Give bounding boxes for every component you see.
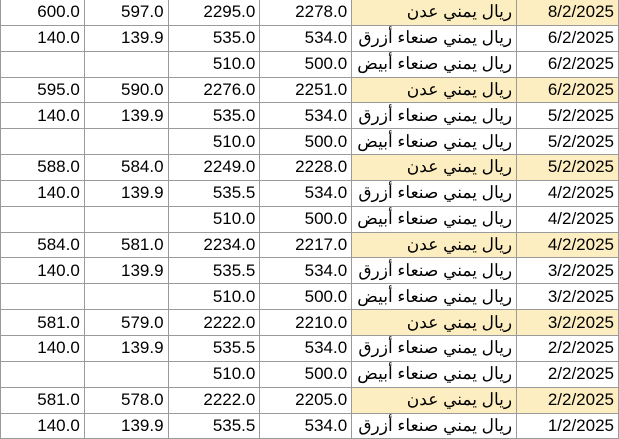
table-row [1,413,619,439]
table-row [1,25,619,51]
cell-date[interactable]: 3/2/2025 [517,310,619,336]
cell-currency[interactable]: ريال يمني صنعاء أزرق [352,258,517,284]
cell-date[interactable]: 4/2/2025 [517,206,619,232]
cell-col-1[interactable]: 140.0 [1,258,85,284]
cell-col-4[interactable]: 2217.0 [260,232,352,258]
cell-currency[interactable]: ريال يمني صنعاء أزرق [352,413,517,439]
cell-currency[interactable]: ريال يمني صنعاء أبيض [352,206,517,232]
cell-date[interactable]: 5/2/2025 [517,103,619,129]
table-row [1,129,619,155]
cell-col-3[interactable]: 535.0 [168,103,260,129]
table-row [1,387,619,413]
cell-col-4[interactable]: 2228.0 [260,155,352,181]
cell-col-2[interactable]: 579.0 [84,310,168,336]
cell-col-3[interactable]: 2222.0 [168,310,260,336]
cell-col-2[interactable]: 139.9 [84,413,168,439]
cell-col-1[interactable]: 600.0 [1,0,85,25]
cell-currency[interactable]: ريال يمني عدن [352,77,517,103]
cell-col-4[interactable]: 534.0 [260,25,352,51]
cell-col-1[interactable]: 140.0 [1,413,85,439]
cell-currency[interactable]: ريال يمني صنعاء أبيض [352,129,517,155]
cell-col-1[interactable]: 595.0 [1,77,85,103]
cell-col-4[interactable]: 534.0 [260,413,352,439]
cell-col-1[interactable] [1,361,85,387]
cell-col-2[interactable]: 590.0 [84,77,168,103]
cell-col-4[interactable]: 500.0 [260,284,352,310]
cell-col-2[interactable]: 581.0 [84,232,168,258]
cell-col-1[interactable]: 140.0 [1,25,85,51]
table-row [1,51,619,77]
cell-col-3[interactable]: 2295.0 [168,0,260,25]
cell-col-1[interactable]: 581.0 [1,310,85,336]
cell-col-4[interactable]: 2210.0 [260,310,352,336]
cell-col-4[interactable]: 2278.0 [260,0,352,25]
cell-currency[interactable]: ريال يمني عدن [352,310,517,336]
cell-currency[interactable]: ريال يمني صنعاء أبيض [352,51,517,77]
table-row [1,180,619,206]
cell-currency[interactable]: ريال يمني صنعاء أبيض [352,361,517,387]
cell-col-2[interactable]: 139.9 [84,25,168,51]
cell-col-2[interactable]: 584.0 [84,155,168,181]
cell-date[interactable]: 4/2/2025 [517,232,619,258]
cell-date[interactable]: 2/2/2025 [517,335,619,361]
cell-col-3[interactable]: 510.0 [168,284,260,310]
cell-col-3[interactable]: 535.5 [168,180,260,206]
cell-date[interactable]: 2/2/2025 [517,361,619,387]
cell-col-2[interactable]: 578.0 [84,387,168,413]
cell-col-1[interactable]: 140.0 [1,335,85,361]
cell-col-3[interactable]: 510.0 [168,361,260,387]
cell-col-4[interactable]: 500.0 [260,361,352,387]
cell-date[interactable]: 8/2/2025 [517,0,619,25]
cell-col-2[interactable] [84,206,168,232]
cell-col-3[interactable]: 535.0 [168,25,260,51]
sheet-body [1,0,619,439]
table-row [1,155,619,181]
table-row [1,361,619,387]
table-row [1,232,619,258]
cell-col-3[interactable]: 2222.0 [168,387,260,413]
cell-date[interactable]: 6/2/2025 [517,77,619,103]
cell-col-2[interactable] [84,284,168,310]
cell-currency[interactable]: ريال يمني عدن [352,0,517,25]
cell-col-1[interactable]: 581.0 [1,387,85,413]
cell-col-1[interactable] [1,284,85,310]
cell-col-4[interactable]: 534.0 [260,180,352,206]
cell-currency[interactable]: ريال يمني صنعاء أزرق [352,25,517,51]
cell-col-3[interactable]: 2276.0 [168,77,260,103]
cell-date[interactable]: 5/2/2025 [517,129,619,155]
cell-col-4[interactable]: 500.0 [260,206,352,232]
cell-col-4[interactable]: 534.0 [260,335,352,361]
cell-currency[interactable]: ريال يمني عدن [352,387,517,413]
cell-col-4[interactable]: 534.0 [260,103,352,129]
cell-col-3[interactable]: 2234.0 [168,232,260,258]
cell-col-1[interactable] [1,129,85,155]
table-row [1,258,619,284]
cell-currency[interactable]: ريال يمني صنعاء أزرق [352,180,517,206]
table-row [1,77,619,103]
cell-col-4[interactable]: 2205.0 [260,387,352,413]
table-row [1,0,619,25]
cell-col-1[interactable] [1,51,85,77]
cell-date[interactable]: 5/2/2025 [517,155,619,181]
cell-col-1[interactable]: 588.0 [1,155,85,181]
cell-col-2[interactable]: 139.9 [84,258,168,284]
cell-col-2[interactable] [84,51,168,77]
table-row [1,310,619,336]
cell-currency[interactable]: ريال يمني عدن [352,155,517,181]
cell-col-2[interactable]: 139.9 [84,335,168,361]
cell-col-2[interactable]: 139.9 [84,180,168,206]
table-row [1,103,619,129]
cell-col-1[interactable]: 140.0 [1,103,85,129]
cell-col-1[interactable] [1,206,85,232]
cell-col-2[interactable] [84,361,168,387]
cell-col-2[interactable]: 139.9 [84,103,168,129]
cell-col-4[interactable]: 534.0 [260,258,352,284]
cell-col-3[interactable]: 510.0 [168,129,260,155]
cell-date[interactable]: 3/2/2025 [517,284,619,310]
cell-col-4[interactable]: 2251.0 [260,77,352,103]
cell-currency[interactable]: ريال يمني صنعاء أزرق [352,103,517,129]
cell-currency[interactable]: ريال يمني صنعاء أزرق [352,335,517,361]
cell-col-3[interactable]: 535.5 [168,413,260,439]
table-row [1,284,619,310]
cell-currency[interactable]: ريال يمني صنعاء أبيض [352,284,517,310]
cell-col-4[interactable]: 500.0 [260,129,352,155]
cell-date[interactable]: 2/2/2025 [517,387,619,413]
cell-date[interactable]: 3/2/2025 [517,258,619,284]
cell-col-4[interactable]: 500.0 [260,51,352,77]
cell-col-3[interactable]: 535.5 [168,335,260,361]
cell-date[interactable]: 6/2/2025 [517,25,619,51]
cell-col-3[interactable]: 510.0 [168,51,260,77]
cell-col-3[interactable]: 2249.0 [168,155,260,181]
table-row [1,206,619,232]
cell-date[interactable]: 1/2/2025 [517,413,619,439]
cell-col-1[interactable]: 140.0 [1,180,85,206]
table-row [1,335,619,361]
cell-date[interactable]: 6/2/2025 [517,51,619,77]
cell-col-2[interactable]: 597.0 [84,0,168,25]
cell-date[interactable]: 4/2/2025 [517,180,619,206]
cell-col-3[interactable]: 510.0 [168,206,260,232]
cell-col-1[interactable]: 584.0 [1,232,85,258]
cell-col-2[interactable] [84,129,168,155]
cell-currency[interactable]: ريال يمني عدن [352,232,517,258]
cell-col-3[interactable]: 535.5 [168,258,260,284]
